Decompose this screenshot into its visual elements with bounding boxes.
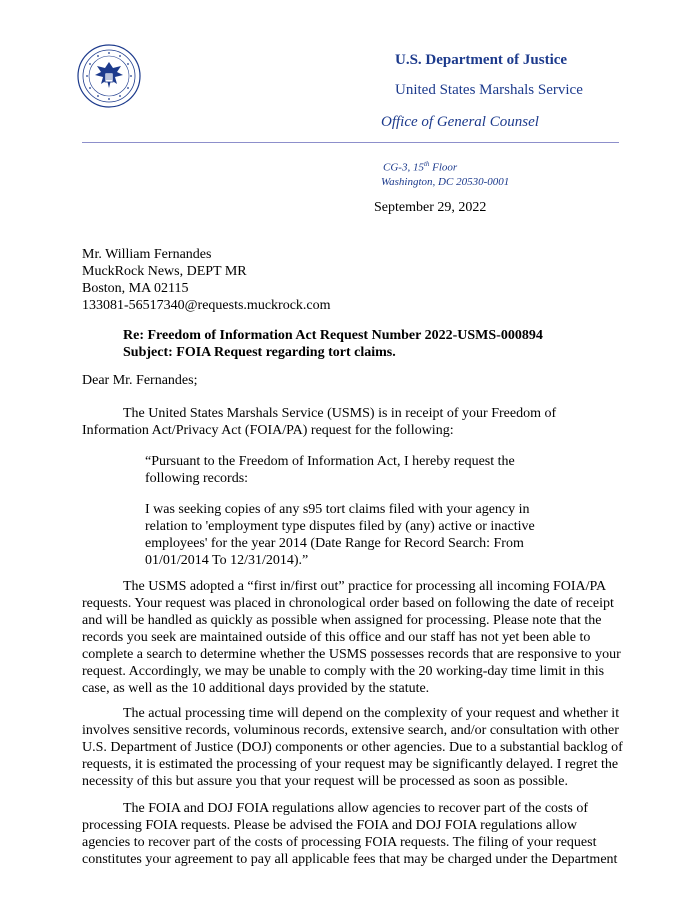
letterhead-office: Office of General Counsel [381, 114, 539, 130]
office-address [383, 157, 509, 189]
address-line-2: Washington, DC 20530-0001 [381, 175, 510, 188]
letterhead-agency: United States Marshals Service [395, 82, 583, 98]
quote-block-1: “Pursuant to the Freedom of Information Act, I hereby request the following records: [145, 454, 515, 486]
recipient-block [82, 246, 331, 314]
recipient-email: 133081-56517340@requests.muckrock.com [82, 298, 331, 313]
letter-date: September 29, 2022 [374, 200, 487, 215]
quote-block-2: I was seeking copies of any s95 tort claims filed with your agency in relation to 'employment type disputes filed by (any) active or inactive employees' for the year 2014 (Date Range for Record Search: From 01/01/2014 To 12/31/2014).” [145, 502, 535, 568]
paragraph-4: The FOIA and DOJ FOIA regulations allow agencies to recover part of the costs of processing FOIA requests. Please be advised the FOIA and DOJ FOIA regulations allow agencies to recover part of the costs of processing FOIA requests. The filing of your request constitutes your agreement to pay all applicable fees that may be charged under the Department [82, 801, 618, 867]
recipient-city: Boston, MA 02115 [82, 281, 189, 296]
letterhead-divider [82, 142, 619, 143]
paragraph-1: The United States Marshals Service (USMS) is in receipt of your Freedom of Information Act/Privacy Act (FOIA/PA) request for the following: [82, 406, 557, 438]
subject-line: Subject: FOIA Request regarding tort claims. [123, 345, 396, 360]
paragraph-3: The actual processing time will depend on the complexity of your request and whether it involves sensitive records, voluminous records, extensive search, and/or consultation with other U.S. Department of Justice (DOJ) components or other agencies. Due to a substantial backlog of requests, it is estimated the processing of your request may be significantly delayed. I regret the necessity of this but assure you that your request will be processed as soon as possible. [82, 706, 623, 789]
re-line: Re: Freedom of Information Act Request Number 2022-USMS-000894 [123, 328, 543, 343]
address-line-1: CG-3, 15th Floor [383, 160, 458, 174]
recipient-org: MuckRock News, DEPT MR [82, 264, 247, 279]
letterhead-department: U.S. Department of Justice [395, 52, 568, 68]
paragraph-2: The USMS adopted a “first in/first out” practice for processing all incoming FOIA/PA requests. Your request was placed in chronological order based on following the date of receipt and will be handled as quickly as possible when assigned for processing. Please note that the records you seek are maintained outside of this office and our staff has not yet been able to complete a search to determine whether the USMS possesses records that are responsive to your request. Accordingly, we may be unable to comply with the 20 working-day time limit in this case, as well as the 10 additional days provided by the statute. [82, 579, 621, 696]
recipient-name: Mr. William Fernandes [82, 247, 212, 262]
salutation: Dear Mr. Fernandes; [82, 373, 198, 388]
re-block [123, 327, 543, 361]
doj-seal-logo [77, 44, 141, 108]
